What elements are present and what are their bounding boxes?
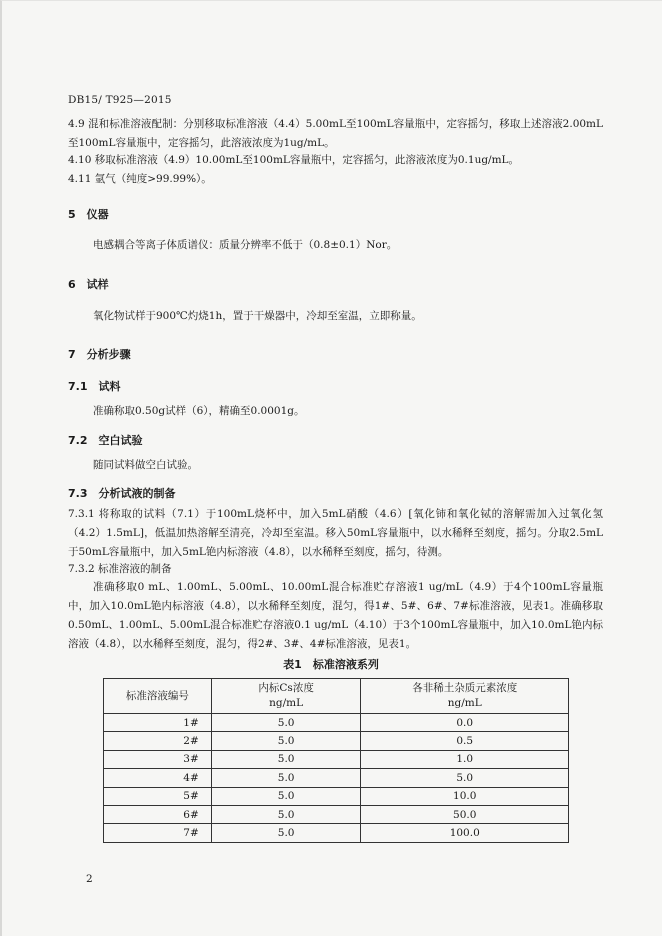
clause-7-3-2-title: 7.3.2 标准溶液的制备 xyxy=(68,563,172,575)
header-impurity-concentration: 各非稀土杂质元素浓度 ng/mL xyxy=(361,679,569,714)
standard-solution-table xyxy=(103,678,569,843)
clause-4-9: 4.9 混和标准溶液配制：分别移取标准溶液（4.4）5.00mL至100mL容量瓶中，定容摇匀，移取上述溶液2.00mL至100mL容量瓶中，定容摇匀，此溶液浓度为1ug/mL。 xyxy=(68,118,603,149)
section-5-title: 5 仪器 xyxy=(68,208,109,221)
section-7-title: 7 分析步骤 xyxy=(68,348,131,361)
section-7-2-title: 7.2 空白试验 xyxy=(68,434,143,447)
section-7-1-title: 7.1 试料 xyxy=(68,380,121,393)
header-solution-number: 标准溶液编号 xyxy=(104,679,212,714)
page-number: 2 xyxy=(86,873,93,885)
table-row: 4# 5.0 5.0 xyxy=(104,769,569,787)
section-6-body: 氧化物试样于900℃灼烧1h，置于干燥器中，冷却至室温，立即称量。 xyxy=(93,310,422,322)
section-6-title: 6 试样 xyxy=(68,278,109,291)
table-row: 5# 5.0 10.0 xyxy=(104,787,569,805)
clause-4-10: 4.10 移取标准溶液（4.9）10.00mL至100mL容量瓶中，定容摇匀，此溶液浓度为0.1ug/mL。 xyxy=(68,154,520,166)
table-row: 1# 5.0 0.0 xyxy=(104,714,569,732)
header-cs-concentration: 内标Cs浓度 ng/mL xyxy=(211,679,361,714)
table-row: 2# 5.0 0.5 xyxy=(104,732,569,750)
table-header-row xyxy=(104,679,569,714)
clause-7-3-1: 7.3.1 将称取的试料（7.1）于100mL烧杯中，加入5mL硝酸（4.6）[氧化铈和氧化铽的溶解需加入过氧化氢（4.2）1.5mL]，低温加热溶解至清亮，冷却至室温。移入50mL容量瓶中，以水稀释至刻度，摇匀。分取2.5mL于50mL容量瓶中，加入5mL铯内标溶液（4.8），以水稀释至刻度，摇匀，待测。 xyxy=(68,508,603,558)
section-7-2-body: 随同试料做空白试验。 xyxy=(93,459,198,471)
document-header-id: DB15/ T925—2015 xyxy=(68,94,172,106)
section-7-1-body: 准确称取0.50g试样（6），精确至0.0001g。 xyxy=(93,405,305,417)
table-caption: 表1 标准溶液系列 xyxy=(283,658,379,671)
section-5-body: 电感耦合等离子体质谱仪：质量分辨率不低于（0.8±0.1）Nor。 xyxy=(93,239,398,251)
clause-7-3-2-body: 准确移取0 mL、1.00mL、5.00mL、10.00mL混合标准贮存溶液1 ug/mL（4.9）于4个100mL容量瓶中，加入10.0mL铯内标溶液（4.8），以水稀释至刻度，混匀，得1#、5#、6#、7#标准溶液，见表1。准确移取0.50mL、1.00mL、5.00mL混合标准贮存溶液0.1 ug/mL（4.10）于3个100mL容量瓶中，加入10.0mL铯内标溶液（4.8），以水稀释至刻度，混匀，得2#、3#、4#标准溶液，见表1。 xyxy=(68,581,603,650)
section-7-3-title: 7.3 分析试液的制备 xyxy=(68,487,176,500)
clause-4-11: 4.11 氩气（纯度>99.99%）。 xyxy=(68,173,212,185)
table-row: 6# 5.0 50.0 xyxy=(104,805,569,823)
table-row: 7# 5.0 100.0 xyxy=(104,824,569,842)
table-row: 3# 5.0 1.0 xyxy=(104,750,569,768)
